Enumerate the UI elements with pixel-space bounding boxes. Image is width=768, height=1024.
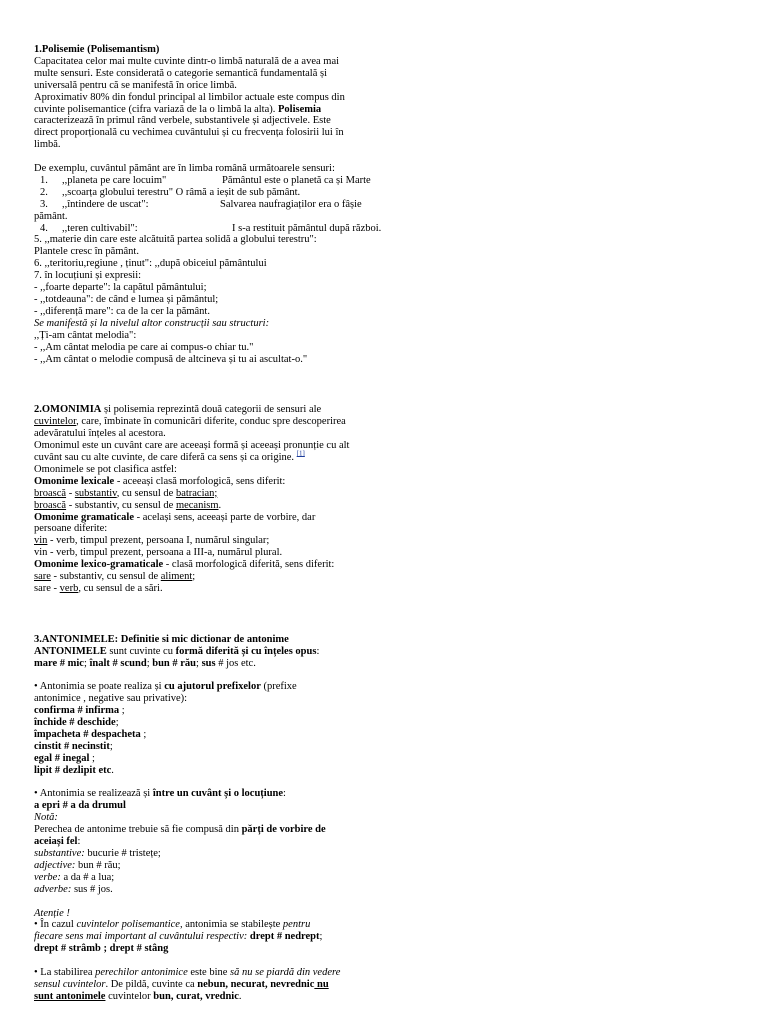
example-item: 5. ,,materie din care este alcătuită partea solidă a globului terestru":: [34, 234, 317, 246]
example-item: 1. ,,planeta pe care locuim" Pământul este o planetă ca și Marte: [40, 174, 371, 186]
paragraph-line: fiecare sens mai important al cuvântului respectiv: drept # nedrept;: [34, 931, 323, 943]
example-item: 2. ,,scoarța globului terestru" O râmă a ieșit de sub pământ.: [40, 186, 301, 198]
example-item: 7. în locuțiuni și expresii:: [34, 270, 142, 282]
paragraph-line: ANTONIMELE sunt cuvinte cu formă diferită și cu înțeles opus:: [34, 645, 320, 657]
paragraph-line: cuvinte polisemantice (cifra variază de la o limbă la alta). Polisemia: [34, 103, 322, 115]
spacer: [34, 151, 724, 163]
paragraph-line: adevăratului înțeles al acestora.: [34, 428, 166, 440]
list-item: - ,,foarte departe": la capătul pământului;: [34, 282, 207, 294]
example-line: drept # strâmb ; drept # stâng: [34, 943, 169, 955]
paragraph-line: cuvintelor, care, îmbinate în comunicări diferite, conduc spre descoperirea: [34, 416, 346, 428]
paragraph-line: limbă.: [34, 139, 61, 151]
example-line: închide # deschide;: [34, 717, 119, 729]
example-line: - ,,Am cântat melodia pe care ai compus-o chiar tu.": [34, 341, 254, 353]
paragraph-line: cuvânt sau cu alte cuvinte, de care diferă ca sens și ca origine. [1]: [34, 449, 305, 463]
paragraph-line: antonimice , negative sau privative):: [34, 693, 188, 705]
example-line: broască - substantiv, cu sensul de mecanism.: [34, 499, 222, 511]
paragraph-line: sensul cuvintelor. De pildă, cuvinte ca nebun, necurat, nevrednic nu: [34, 978, 329, 990]
example-item: 3. ,,întindere de uscat": Salvarea naufragiaților era o fâșie: [40, 198, 362, 210]
paragraph-line: Omonimele se pot clasifica astfel:: [34, 463, 177, 475]
example-line: cinstit # necinstit;: [34, 740, 113, 752]
example-line: ,,Ți-am cântat melodia":: [34, 329, 137, 341]
spacer: [34, 669, 724, 681]
paragraph-line: aceiași fel:: [34, 836, 81, 848]
classification-item: Omonime lexico-gramaticale - clasă morfologică diferită, sens diferit:: [34, 559, 335, 571]
paragraph-line: Perechea de antonime trebuie să fie compusă din părți de vorbire de: [34, 824, 326, 836]
spacer: [34, 392, 724, 404]
example-line: verbe: a da # a lua;: [34, 871, 115, 883]
paragraph-line: caracterizează în primul rând verbele, substantivele și adjectivele. Este: [34, 115, 331, 127]
spacer: [34, 365, 724, 392]
bullet-item: • Antonimia se realizează și între un cuvânt și o locuțiune:: [34, 788, 286, 800]
example-line: confirma # infirma ;: [34, 705, 125, 717]
example-line: substantive: bucurie # tristețe;: [34, 848, 161, 860]
example-line: adverbe: sus # jos.: [34, 883, 113, 895]
example-item-cont: Plantele cresc în pământ.: [34, 246, 139, 258]
attention-label: Atenție !: [34, 907, 70, 919]
paragraph-line: Omonimul este un cuvânt care are aceeași formă și aceeași pronunție cu alt: [34, 440, 350, 452]
hyperlink-text[interactable]: cuvintelor: [34, 416, 77, 428]
example-line: vin - verb, timpul prezent, persoana a III-a, numărul plural.: [34, 547, 283, 559]
example-line: - ,,Am cântat o melodie compusă de altcineva și tu ai ascultat-o.": [34, 353, 308, 365]
section-1-title: 1.Polisemie (Polisemantism): [34, 44, 160, 55]
section-2-intro: 2.OMONIMIA și polisemia reprezintă două categorii de sensuri ale: [34, 404, 322, 416]
example-item: 4. ,,teren cultivabil": I s-a restituit pământul după război.: [40, 222, 382, 234]
section-2-title: 2.OMONIMIA: [34, 404, 102, 416]
example-item: 6. ,,teritoriu,regiune , ținut": ,,după obiceiul pământului: [34, 258, 267, 270]
example-line: împacheta # despacheta ;: [34, 728, 147, 740]
bullet-item: • Antonimia se poate realiza și cu ajutorul prefixelor (prefixe: [34, 681, 297, 693]
example-line: broască - substantiv, cu sensul de batracian;: [34, 487, 218, 499]
paragraph-line: sunt antonimele cuvintelor bun, curat, vrednic.: [34, 990, 242, 1002]
bullet-item: • În cazul cuvintelor polisemantice, antonimia se stabilește pentru: [34, 919, 311, 931]
example-item-cont: pământ.: [34, 210, 68, 222]
example-line: sare - verb, cu sensul de a sări.: [34, 582, 163, 594]
example-line: lipit # dezlipit etc.: [34, 764, 114, 776]
example-line: vin - verb, timpul prezent, persoana I, numărul singular;: [34, 535, 270, 547]
section-3-title: 3.ANTONIMELE: Definitie si mic dictionar de antonime: [34, 633, 289, 645]
paragraph-line: Capacitatea celor mai multe cuvinte dintr-o limbă naturală de a avea mai: [34, 55, 340, 67]
bullet-item: • La stabilirea perechilor antonimice este bine să nu se piardă din vedere: [34, 967, 341, 979]
italic-note: Se manifestă și la nivelul altor construcții sau structuri:: [34, 317, 270, 329]
spacer: [34, 595, 724, 622]
footnote-link[interactable]: [1]: [296, 449, 305, 458]
paragraph-line: multe sensuri. Este considerată o categorie semantică fundamentală și: [34, 67, 328, 79]
example-line: a epri # a da drumul: [34, 800, 126, 812]
spacer: [34, 955, 724, 967]
note-label: Notă:: [34, 812, 58, 824]
paragraph-line: direct proporțională cu vechimea cuvântului și cu frecvența folosirii lui în: [34, 127, 344, 139]
example-line: mare # mic; înalt # scund; bun # rău; sus # jos etc.: [34, 657, 256, 669]
spacer: [34, 896, 724, 908]
example-line: sare - substantiv, cu sensul de aliment;: [34, 571, 196, 583]
list-item: - ,,totdeauna": de când e lumea și pământul;: [34, 294, 219, 306]
paragraph-line: Aproximativ 80% din fondul principal al limbilor actuale este compus din: [34, 91, 345, 103]
example-line: egal # inegal ;: [34, 752, 95, 764]
example-intro: De exemplu, cuvântul pământ are în limba română următoarele sensuri:: [34, 163, 335, 175]
list-item: - ,,diferență mare": ca de la cer la pământ.: [34, 305, 210, 317]
paragraph-line: universală pentru că se manifestă în orice limbă.: [34, 79, 237, 91]
paragraph-line: persoane diferite:: [34, 523, 108, 535]
bold-term: Polisemia: [278, 103, 322, 115]
spacer: [34, 777, 724, 789]
example-line: adjective: bun # rău;: [34, 859, 121, 871]
classification-item: Omonime lexicale - aceeași clasă morfologică, sens diferit:: [34, 475, 286, 487]
document-page: [34, 44, 724, 1003]
classification-item: Omonime gramaticale - același sens, aceeași parte de vorbire, dar: [34, 511, 316, 523]
spacer: [34, 622, 724, 634]
